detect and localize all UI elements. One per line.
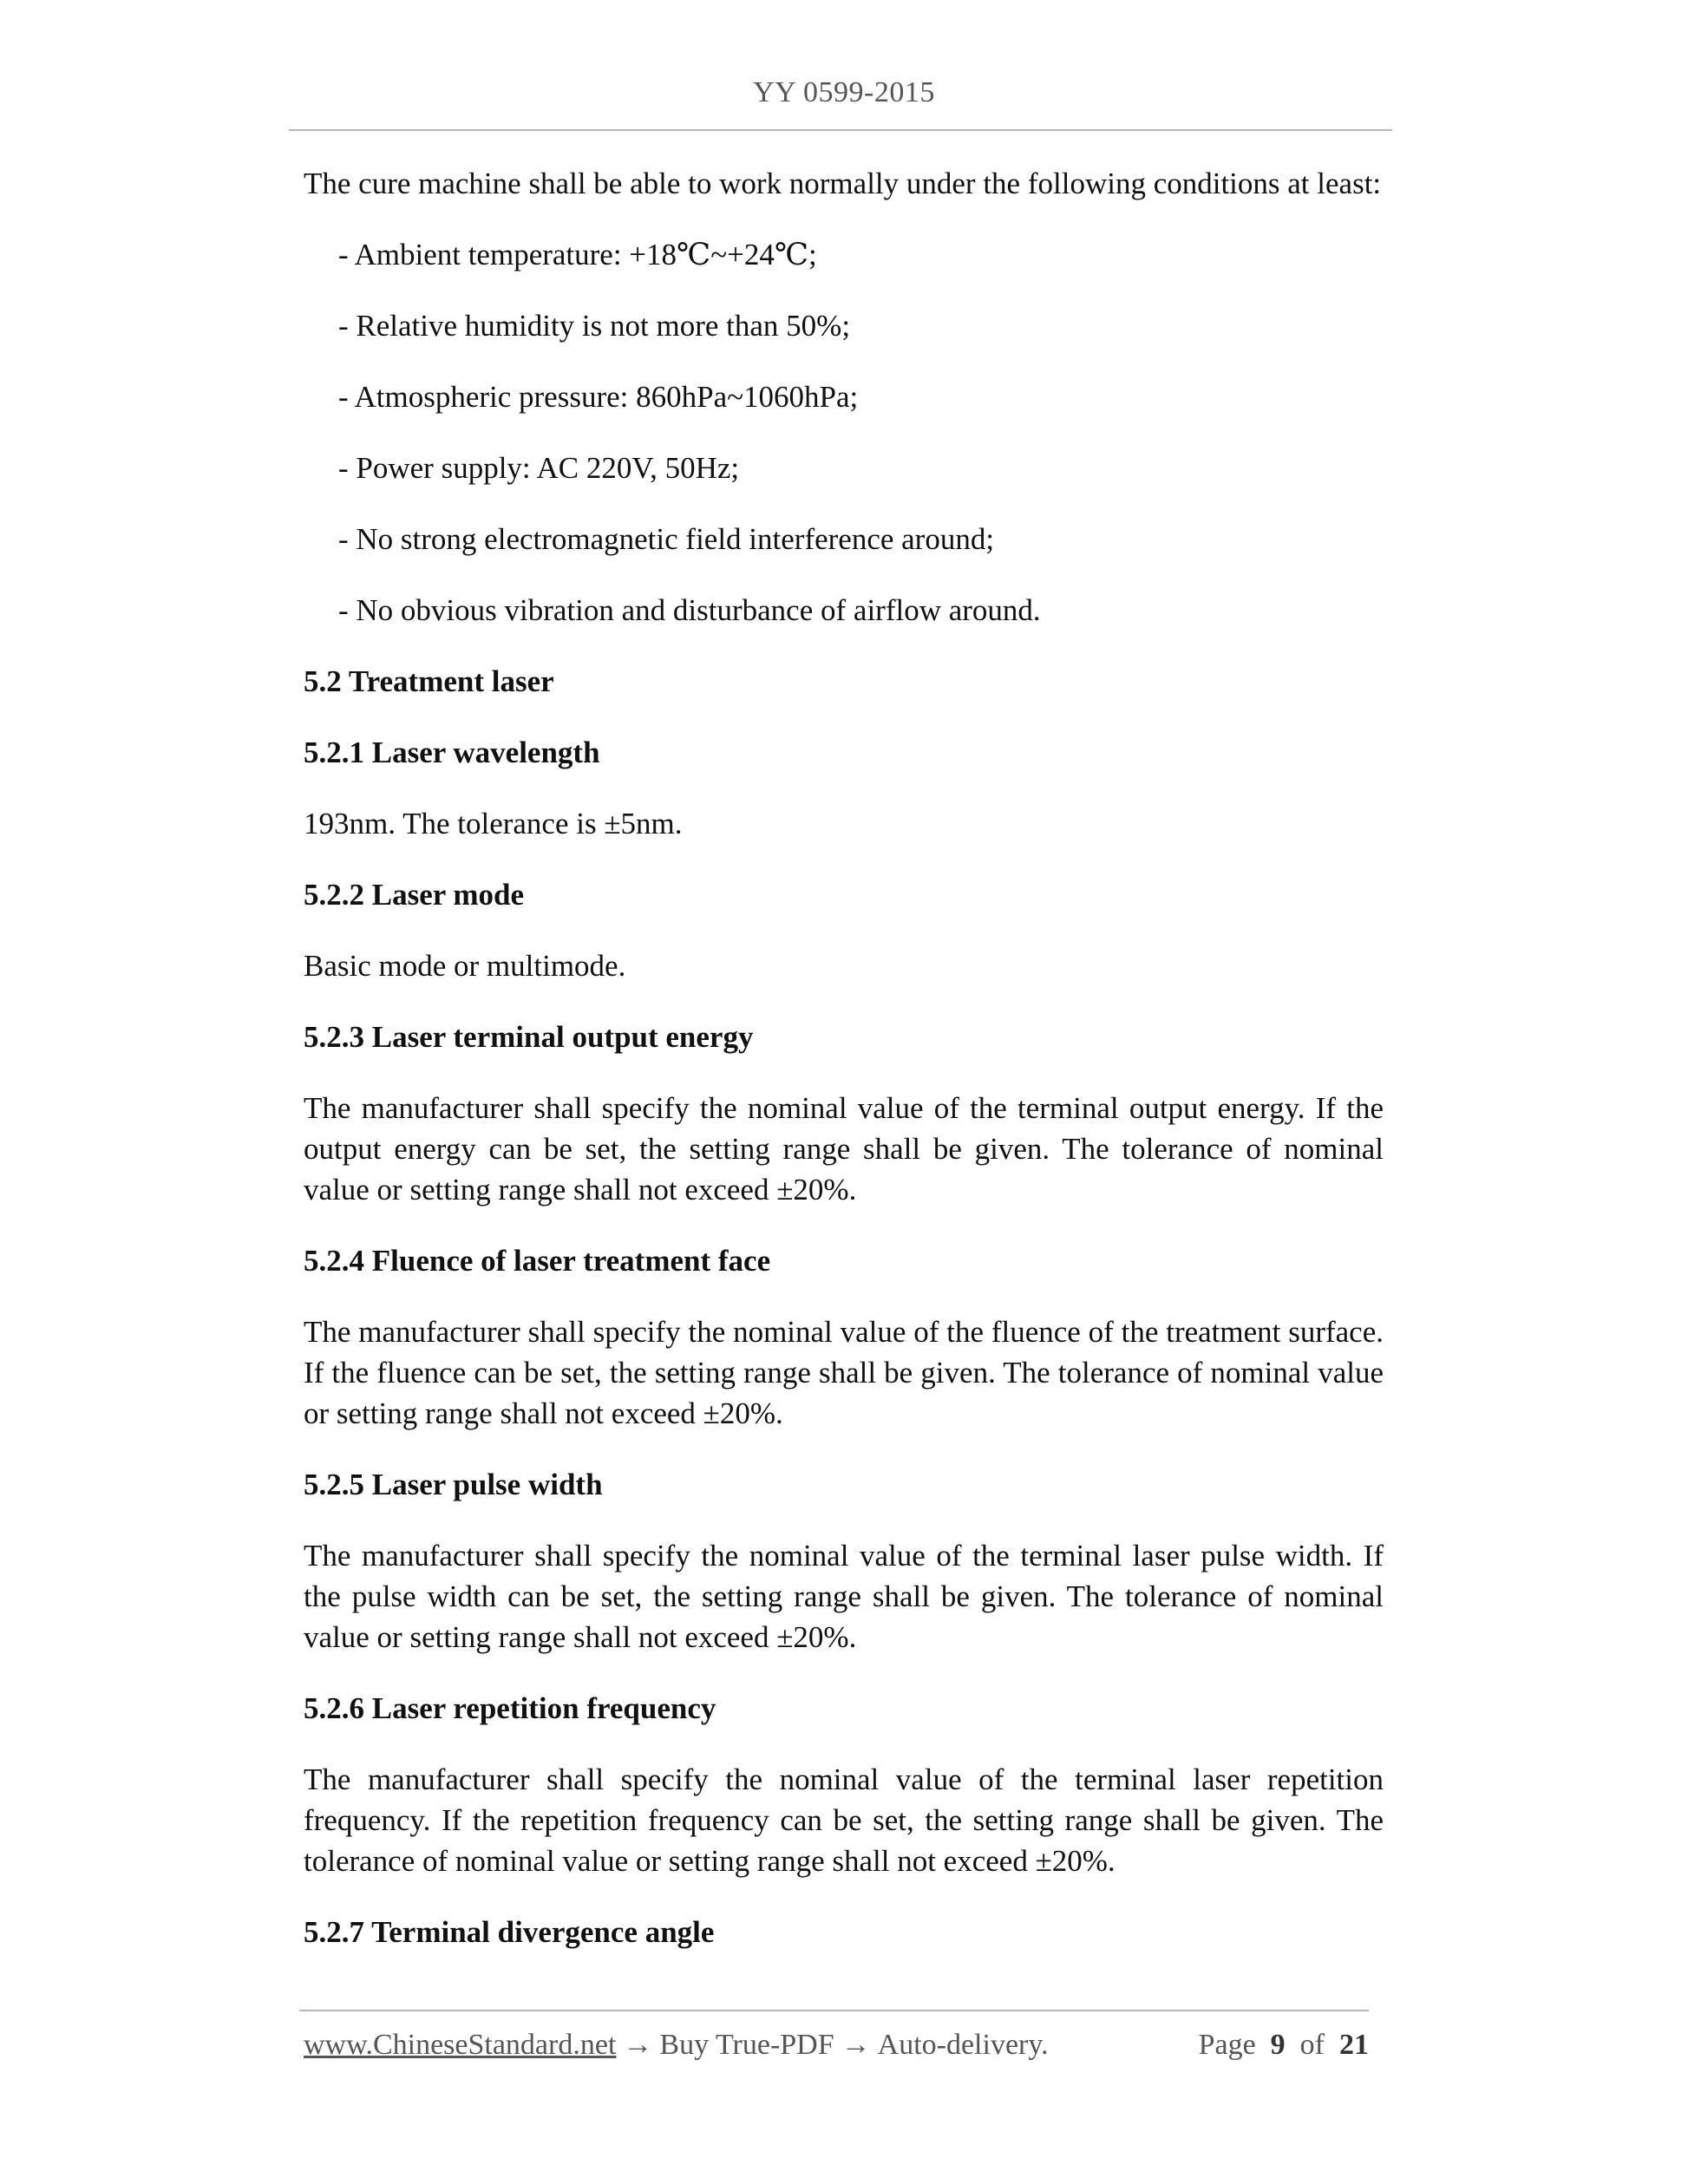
section-heading: 5.2.1 Laser wavelength <box>304 736 600 769</box>
section-heading: 5.2.7 Terminal divergence angle <box>304 1915 715 1949</box>
footer-divider <box>299 2010 1369 2011</box>
page-content <box>304 163 1384 1983</box>
section-text: Basic mode or multimode. <box>304 949 626 983</box>
section-heading: 5.2.3 Laser terminal output energy <box>304 1020 754 1054</box>
page-total: 21 <box>1339 2029 1369 2061</box>
section-heading: 5.2.5 Laser pulse width <box>304 1468 603 1501</box>
condition-item: - Relative humidity is not more than 50%; <box>338 309 851 343</box>
delivery-text: Auto-delivery. <box>877 2029 1049 2061</box>
arrow-right-icon: → <box>841 2029 871 2061</box>
arrow-right-icon: → <box>623 2029 653 2061</box>
section-text: The manufacturer shall specify the nominal value of the fluence of the treatment surface. If the fluence can be set, the setting range shall be given. The tolerance of nominal value or setting range shall not exceed ±20%. <box>304 1315 1384 1430</box>
condition-item: - Atmospheric pressure: 860hPa~1060hPa; <box>338 380 859 414</box>
header-divider <box>289 129 1392 131</box>
section-text: 193nm. The tolerance is ±5nm. <box>304 807 683 840</box>
page-current: 9 <box>1270 2029 1286 2061</box>
condition-item: - No strong electromagnetic field interference around; <box>338 522 995 556</box>
intro-paragraph: The cure machine shall be able to work normally under the following conditions at least: <box>304 167 1382 200</box>
page-header: YY 0599-2015 <box>753 76 935 108</box>
condition-item: - Ambient temperature: +18℃~+24℃; <box>338 238 817 271</box>
buy-pdf-text: Buy True-PDF <box>659 2029 834 2061</box>
page-label: Page <box>1198 2029 1256 2061</box>
conditions-list <box>304 234 1384 631</box>
condition-item: - No obvious vibration and disturbance of airflow around. <box>338 593 1041 627</box>
section-text: The manufacturer shall specify the nominal value of the terminal laser repetition frequency. If the repetition frequency can be set, the setting range shall be given. The tolerance of nominal value or setting range shall not exceed ±20%. <box>304 1762 1384 1878</box>
page-indicator <box>1199 2029 1369 2062</box>
page-of: of <box>1299 2029 1325 2061</box>
footer-promo <box>304 2029 1049 2062</box>
section-heading: 5.2 Treatment laser <box>304 664 554 698</box>
condition-item: - Power supply: AC 220V, 50Hz; <box>338 451 740 485</box>
section-heading: 5.2.6 Laser repetition frequency <box>304 1691 716 1725</box>
website-link[interactable]: www.ChineseStandard.net <box>304 2029 617 2061</box>
section-text: The manufacturer shall specify the nominal value of the terminal laser pulse width. If the pulse width can be set, the setting range shall be given. The tolerance of nominal value or setting range shall not exceed ±20%. <box>304 1539 1384 1654</box>
section-heading: 5.2.4 Fluence of laser treatment face <box>304 1244 771 1278</box>
section-text: The manufacturer shall specify the nominal value of the terminal output energy. If the output energy can be set, the setting range shall be given. The tolerance of nominal value or setting range shall not exceed ±20%. <box>304 1091 1384 1206</box>
section-heading: 5.2.2 Laser mode <box>304 878 525 912</box>
